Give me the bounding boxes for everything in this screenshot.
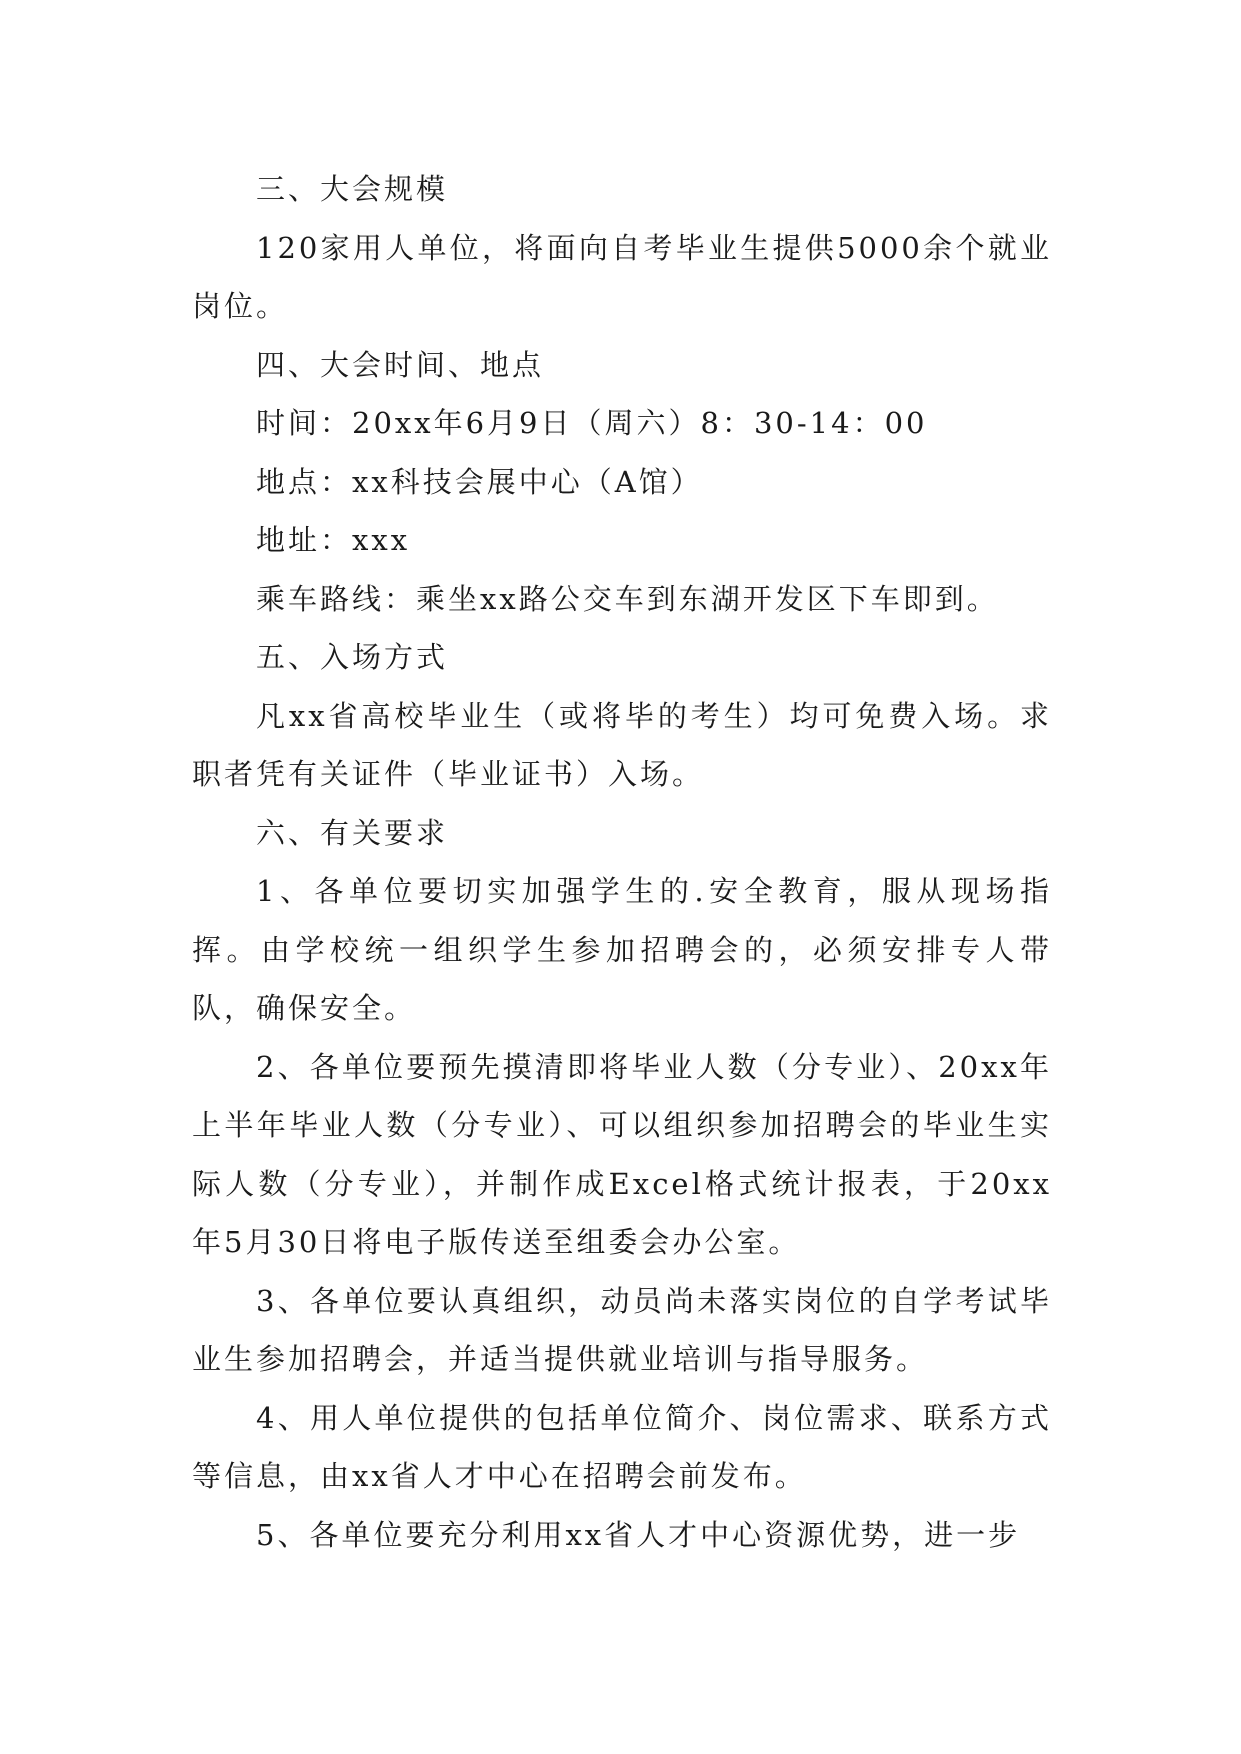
paragraph-time: 时间：20xx年6月9日（周六）8：30-14：00 [256, 406, 928, 440]
paragraph-scale: 120家用人单位，将面向自考毕业生提供5000余个就业岗位。 [192, 230, 1052, 323]
section-heading-time-place: 四、大会时间、地点 [256, 347, 545, 382]
requirement-item-3: 3、各单位要认真组织，动员尚未落实岗位的自学考试毕业生参加招聘会，并适当提供就业培训与指导服务。 [192, 1283, 1052, 1376]
section-heading-admission: 五、入场方式 [256, 640, 449, 674]
requirement-item-2: 2、各单位要预先摸清即将毕业人数（分专业）、20xx年上半年毕业人数（分专业）、可以组织参加招聘会的毕业生实际人数（分专业），并制作成Excel格式统计报表，于20xx年5月30日将电子版传送至组委会办公室。 [192, 1049, 1052, 1259]
requirement-item-1: 1、各单位要切实加强学生的.安全教育，服从现场指挥。由学校统一组织学生参加招聘会的，必须安排专人带队，确保安全。 [192, 874, 1052, 1025]
section-heading-requirements: 六、有关要求 [256, 815, 449, 850]
requirement-item-4: 4、用人单位提供的包括单位简介、岗位需求、联系方式等信息，由xx省人才中心在招聘会前发布。 [192, 1400, 1052, 1493]
paragraph-admission: 凡xx省高校毕业生（或将毕的考生）均可免费入场。求职者凭有关证件（毕业证书）入场。 [192, 698, 1052, 791]
section-heading-scale: 三、大会规模 [256, 172, 449, 206]
document-body [192, 160, 1052, 1564]
paragraph-venue: 地点：xx科技会展中心（A馆） [256, 464, 703, 499]
paragraph-address: 地址：xxx [256, 523, 411, 557]
paragraph-route: 乘车路线：乘坐xx路公交车到东湖开发区下车即到。 [256, 581, 999, 616]
requirement-item-5: 5、各单位要充分利用xx省人才中心资源优势，进一步 [256, 1517, 1021, 1552]
